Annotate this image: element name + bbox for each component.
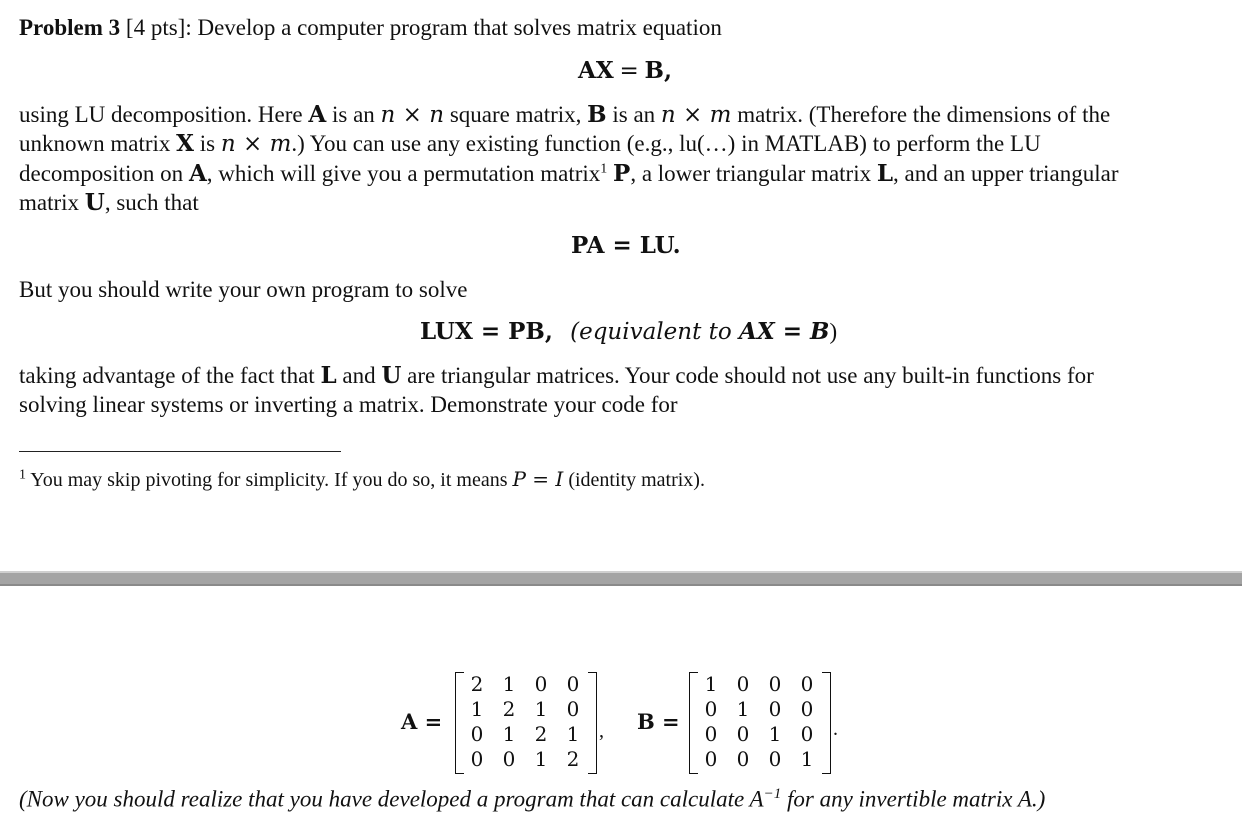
dim-nxm: n × m <box>660 102 732 128</box>
text: taking advantage of the fact that <box>19 363 321 388</box>
matrixA-cell-r4-c1: 0 <box>470 747 484 771</box>
closing-text: .) <box>1031 786 1046 812</box>
footnote <box>19 466 705 493</box>
matrixB-cell-r1-c4: 0 <box>800 672 814 696</box>
paragraph-solve: But you should write your own program to solve <box>19 277 468 302</box>
closing-var-A: A <box>749 786 764 812</box>
closing-exponent: −1 <box>763 786 782 802</box>
matrixA-cell-r1-c4: 0 <box>566 672 580 696</box>
var-P: P <box>613 160 631 187</box>
var-L: L <box>320 362 337 389</box>
matrix-a <box>455 670 597 776</box>
problem-statement-header <box>19 13 722 42</box>
text: , such that <box>104 190 199 215</box>
matrix-a-comma: , <box>599 720 604 742</box>
problem-label: Problem 3 <box>19 15 121 40</box>
equation-pa-eq-lu <box>571 232 681 259</box>
matrixA-cell-r3-c4: 1 <box>566 722 580 746</box>
matrixA-cell-r1-c1: 2 <box>470 672 484 696</box>
text: using LU decomposition. Here <box>19 102 309 127</box>
matrixA-cell-r3-c2: 1 <box>502 722 516 746</box>
paragraph-line-3 <box>19 159 1118 188</box>
footnote-eq: P = I <box>512 467 564 491</box>
text: are triangular matrices. Your code should not use any built-in functions for <box>401 363 1094 388</box>
matrixA-cell-r3-c1: 0 <box>470 722 484 746</box>
paragraph-triangular-line-2: solving linear systems or inverting a matrix. Demonstrate your code for <box>19 392 678 417</box>
matrix-b-label: B = <box>637 709 680 734</box>
matrixA-cell-r2-c4: 0 <box>566 697 580 721</box>
closing-text: (Now you should realize that you have developed a program that can calculate <box>19 786 750 812</box>
var-L: L <box>876 160 894 187</box>
text: .) You can use any existing function (e.g., lu(…) in MATLAB) to perform the LU <box>291 131 1041 156</box>
footnote-divider <box>19 451 341 452</box>
matrix-b-right-bracket <box>822 672 831 774</box>
eq3-text: LUX = PB, <box>420 318 553 345</box>
text: , and an upper triangular <box>893 161 1119 186</box>
closing-remark <box>19 786 1045 813</box>
eq3-note-close: ) <box>829 319 838 344</box>
text: matrix. (Therefore the dimensions of the <box>731 102 1111 127</box>
text: and <box>336 363 382 388</box>
matrixB-cell-r3-c2: 0 <box>736 722 750 746</box>
matrixA-cell-r2-c1: 1 <box>470 697 484 721</box>
text: , which will give you a permutation matrix <box>206 161 601 186</box>
eq1-rel: = <box>619 58 639 84</box>
matrixA-cell-r1-c3: 0 <box>534 672 548 696</box>
text: matrix <box>19 190 85 215</box>
matrixB-cell-r4-c1: 0 <box>704 747 718 771</box>
problem-intro: : Develop a computer program that solves matrix equation <box>185 15 722 40</box>
text: is <box>194 131 221 156</box>
problem-points: [4 pts] <box>125 15 186 40</box>
eq1-lhs: AX <box>578 57 614 84</box>
matrixB-cell-r3-c3: 1 <box>768 722 782 746</box>
equation-ax-eq-b <box>578 57 672 84</box>
text: is an <box>326 102 381 127</box>
page-break-shadow <box>0 584 1242 586</box>
paragraph-triangular-line-1 <box>19 361 1094 390</box>
equation-lux-eq-pb <box>420 318 837 345</box>
matrixB-cell-r1-c1: 1 <box>704 672 718 696</box>
var-U: U <box>84 189 105 216</box>
text: unknown matrix <box>19 131 177 156</box>
paragraph-line-1 <box>19 100 1110 130</box>
matrix-b-period: . <box>833 718 838 740</box>
paragraph-line-2 <box>19 129 1041 159</box>
matrixA-cell-r2-c3: 1 <box>534 697 548 721</box>
matrix-b <box>689 670 831 776</box>
matrixB-cell-r3-c4: 0 <box>800 722 814 746</box>
footnote-tail: (identity matrix). <box>563 469 705 491</box>
closing-var-A: A <box>1017 786 1032 812</box>
eq2-trail: . <box>672 232 681 259</box>
eq3-note-eq: AX = B <box>739 318 830 345</box>
matrixB-cell-r4-c2: 0 <box>736 747 750 771</box>
matrixB-cell-r2-c2: 1 <box>736 697 750 721</box>
matrixA-cell-r3-c3: 2 <box>534 722 548 746</box>
eq3-note: (equivalent to <box>570 319 740 345</box>
matrixB-cell-r1-c2: 0 <box>736 672 750 696</box>
text: square matrix, <box>444 102 588 127</box>
matrixB-cell-r2-c3: 0 <box>768 697 782 721</box>
var-A: A <box>188 160 207 187</box>
eq1-rhs: B <box>644 57 664 84</box>
matrixB-cell-r1-c3: 0 <box>768 672 782 696</box>
matrixB-cell-r4-c4: 1 <box>800 747 814 771</box>
closing-text: for any invertible matrix <box>781 786 1018 812</box>
var-U: U <box>381 362 402 389</box>
matrix-a-right-bracket <box>588 672 597 774</box>
matrix-a-label: A = <box>401 709 443 734</box>
eq1-trail: , <box>663 57 672 84</box>
matrixA-cell-r2-c2: 2 <box>502 697 516 721</box>
matrixA-cell-r4-c4: 2 <box>566 747 580 771</box>
dim-nxm: n × m <box>220 131 292 157</box>
text: decomposition on <box>19 161 189 186</box>
footnote-ref: 1 <box>600 161 608 177</box>
paragraph-line-4 <box>19 188 199 217</box>
footnote-text: You may skip pivoting for simplicity. If you do so, it means <box>26 469 513 491</box>
page-break-highlight <box>0 571 1242 573</box>
matrixA-cell-r1-c2: 1 <box>502 672 516 696</box>
matrixA-cell-r4-c3: 1 <box>534 747 548 771</box>
matrixB-cell-r3-c1: 0 <box>704 722 718 746</box>
matrixB-cell-r2-c4: 0 <box>800 697 814 721</box>
var-A: A <box>308 101 327 128</box>
text: is an <box>606 102 661 127</box>
var-X: X <box>176 130 195 157</box>
matrixB-cell-r2-c1: 0 <box>704 697 718 721</box>
var-B: B <box>587 101 607 128</box>
matrixA-cell-r4-c2: 0 <box>502 747 516 771</box>
dim-nxn: n × n <box>380 102 445 128</box>
matrixB-cell-r4-c3: 0 <box>768 747 782 771</box>
eq2-text: PA = LU <box>571 232 673 259</box>
footnote-number: 1 <box>19 467 26 483</box>
text: , a lower triangular matrix <box>630 161 877 186</box>
